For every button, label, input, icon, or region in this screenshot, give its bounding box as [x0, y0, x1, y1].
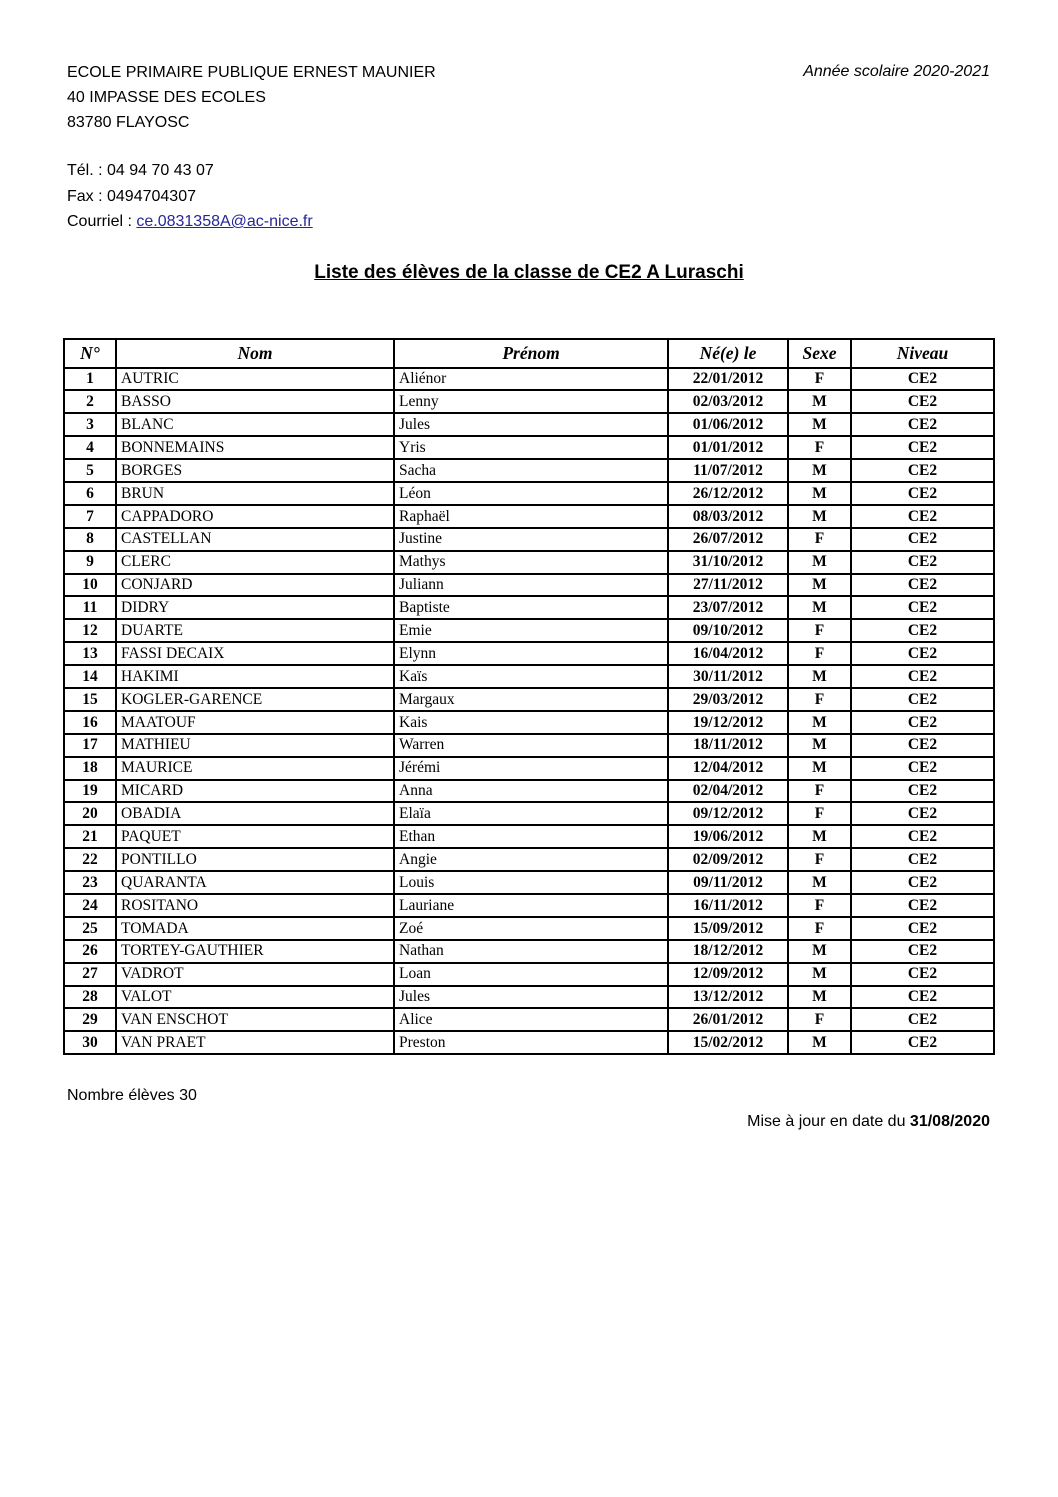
cell-niveau: CE2: [851, 940, 994, 963]
cell-num: 23: [64, 871, 116, 894]
cell-niveau: CE2: [851, 802, 994, 825]
table-row: [64, 688, 994, 711]
cell-prenom: Jérémi: [394, 757, 668, 780]
cell-niveau: CE2: [851, 505, 994, 528]
cell-nom: VAN ENSCHOT: [116, 1008, 394, 1031]
cell-prenom: Loan: [394, 963, 668, 986]
table-row: [64, 459, 994, 482]
fax-line: Fax : 0494704307: [67, 187, 196, 205]
table-row: [64, 436, 994, 459]
cell-ne-le: 02/04/2012: [668, 780, 788, 803]
cell-sexe: M: [788, 940, 851, 963]
cell-niveau: CE2: [851, 917, 994, 940]
cell-prenom: Kaïs: [394, 665, 668, 688]
cell-nom: CLERC: [116, 551, 394, 574]
cell-num: 20: [64, 802, 116, 825]
table-row: [64, 894, 994, 917]
cell-ne-le: 16/11/2012: [668, 894, 788, 917]
cell-prenom: Zoé: [394, 917, 668, 940]
cell-ne-le: 26/12/2012: [668, 482, 788, 505]
cell-niveau: CE2: [851, 825, 994, 848]
school-city: 83780 FLAYOSC: [67, 114, 190, 131]
cell-niveau: CE2: [851, 551, 994, 574]
cell-niveau: CE2: [851, 642, 994, 665]
cell-niveau: CE2: [851, 459, 994, 482]
cell-nom: MATHIEU: [116, 734, 394, 757]
cell-num: 16: [64, 711, 116, 734]
cell-nom: MICARD: [116, 780, 394, 803]
cell-ne-le: 01/06/2012: [668, 413, 788, 436]
cell-sexe: M: [788, 757, 851, 780]
cell-prenom: Louis: [394, 871, 668, 894]
cell-num: 22: [64, 848, 116, 871]
page-header: [0, 0, 1058, 135]
cell-num: 5: [64, 459, 116, 482]
cell-sexe: F: [788, 368, 851, 391]
cell-niveau: CE2: [851, 1008, 994, 1031]
cell-sexe: M: [788, 574, 851, 597]
cell-nom: HAKIMI: [116, 665, 394, 688]
cell-prenom: Nathan: [394, 940, 668, 963]
cell-nom: ROSITANO: [116, 894, 394, 917]
cell-num: 2: [64, 390, 116, 413]
table-row: [64, 413, 994, 436]
table-row: [64, 528, 994, 551]
cell-nom: VAN PRAET: [116, 1031, 394, 1054]
cell-ne-le: 30/11/2012: [668, 665, 788, 688]
cell-nom: OBADIA: [116, 802, 394, 825]
school-name: ECOLE PRIMAIRE PUBLIQUE ERNEST MAUNIER: [67, 64, 436, 81]
cell-num: 17: [64, 734, 116, 757]
col-header-prenom: Prénom: [394, 339, 668, 368]
cell-prenom: Anna: [394, 780, 668, 803]
cell-nom: DIDRY: [116, 596, 394, 619]
cell-num: 29: [64, 1008, 116, 1031]
table-row: [64, 1031, 994, 1054]
cell-prenom: Baptiste: [394, 596, 668, 619]
cell-prenom: Ethan: [394, 825, 668, 848]
cell-niveau: CE2: [851, 963, 994, 986]
cell-niveau: CE2: [851, 688, 994, 711]
students-table: [63, 338, 995, 1056]
cell-num: 10: [64, 574, 116, 597]
cell-prenom: Alice: [394, 1008, 668, 1031]
cell-ne-le: 09/12/2012: [668, 802, 788, 825]
page-title: Liste des élèves de la classe de CE2 A Luraschi: [314, 261, 744, 283]
cell-num: 9: [64, 551, 116, 574]
table-row: [64, 940, 994, 963]
cell-niveau: CE2: [851, 596, 994, 619]
cell-num: 7: [64, 505, 116, 528]
col-header-sexe: Sexe: [788, 339, 851, 368]
cell-sexe: F: [788, 619, 851, 642]
updated-prefix: Mise à jour en date du: [747, 1113, 910, 1131]
cell-sexe: F: [788, 802, 851, 825]
cell-num: 19: [64, 780, 116, 803]
cell-ne-le: 15/09/2012: [668, 917, 788, 940]
cell-sexe: F: [788, 436, 851, 459]
cell-num: 27: [64, 963, 116, 986]
cell-sexe: M: [788, 390, 851, 413]
table-row: [64, 780, 994, 803]
school-address: 40 IMPASSE DES ECOLES: [67, 89, 266, 106]
cell-ne-le: 01/01/2012: [668, 436, 788, 459]
cell-num: 4: [64, 436, 116, 459]
cell-num: 6: [64, 482, 116, 505]
cell-prenom: Aliénor: [394, 368, 668, 391]
cell-prenom: Angie: [394, 848, 668, 871]
table-row: [64, 505, 994, 528]
col-header-num: N°: [64, 339, 116, 368]
cell-prenom: Elynn: [394, 642, 668, 665]
email-line: [67, 209, 1058, 235]
table-row: [64, 825, 994, 848]
cell-num: 30: [64, 1031, 116, 1054]
cell-nom: BORGES: [116, 459, 394, 482]
cell-prenom: Kais: [394, 711, 668, 734]
cell-niveau: CE2: [851, 665, 994, 688]
cell-ne-le: 29/03/2012: [668, 688, 788, 711]
students-count-line: [67, 1087, 1058, 1105]
phone-line: Tél. : 04 94 70 43 07: [67, 162, 214, 179]
table-row: [64, 574, 994, 597]
cell-prenom: Sacha: [394, 459, 668, 482]
cell-niveau: CE2: [851, 1031, 994, 1054]
cell-num: 11: [64, 596, 116, 619]
cell-sexe: M: [788, 413, 851, 436]
cell-ne-le: 18/12/2012: [668, 940, 788, 963]
cell-sexe: M: [788, 871, 851, 894]
cell-num: 14: [64, 665, 116, 688]
cell-prenom: Justine: [394, 528, 668, 551]
cell-niveau: CE2: [851, 780, 994, 803]
table-row: [64, 665, 994, 688]
cell-niveau: CE2: [851, 574, 994, 597]
table-row: [64, 917, 994, 940]
cell-nom: PAQUET: [116, 825, 394, 848]
cell-nom: FASSI DECAIX: [116, 642, 394, 665]
student-table-body: [64, 368, 994, 1055]
cell-prenom: Preston: [394, 1031, 668, 1054]
cell-prenom: Jules: [394, 986, 668, 1009]
table-row: [64, 802, 994, 825]
col-header-nom: Nom: [116, 339, 394, 368]
cell-nom: CAPPADORO: [116, 505, 394, 528]
table-row: [64, 711, 994, 734]
cell-sexe: M: [788, 963, 851, 986]
cell-prenom: Mathys: [394, 551, 668, 574]
cell-num: 24: [64, 894, 116, 917]
table-row: [64, 757, 994, 780]
email-link[interactable]: ce.0831358A@ac-nice.fr: [136, 213, 313, 230]
table-row: [64, 596, 994, 619]
students-count-value: 30: [179, 1087, 197, 1105]
table-row: [64, 734, 994, 757]
cell-sexe: M: [788, 505, 851, 528]
cell-num: 1: [64, 368, 116, 391]
table-header-row: [64, 339, 994, 368]
cell-niveau: CE2: [851, 848, 994, 871]
cell-num: 13: [64, 642, 116, 665]
cell-niveau: CE2: [851, 894, 994, 917]
cell-ne-le: 13/12/2012: [668, 986, 788, 1009]
table-row: [64, 368, 994, 391]
cell-nom: TOMADA: [116, 917, 394, 940]
cell-niveau: CE2: [851, 871, 994, 894]
cell-ne-le: 08/03/2012: [668, 505, 788, 528]
cell-ne-le: 12/09/2012: [668, 963, 788, 986]
cell-prenom: Raphaël: [394, 505, 668, 528]
cell-nom: BASSO: [116, 390, 394, 413]
cell-nom: TORTEY-GAUTHIER: [116, 940, 394, 963]
cell-num: 12: [64, 619, 116, 642]
cell-ne-le: 19/06/2012: [668, 825, 788, 848]
table-row: [64, 871, 994, 894]
cell-niveau: CE2: [851, 734, 994, 757]
cell-prenom: Juliann: [394, 574, 668, 597]
cell-nom: CONJARD: [116, 574, 394, 597]
cell-ne-le: 27/11/2012: [668, 574, 788, 597]
cell-num: 18: [64, 757, 116, 780]
cell-ne-le: 22/01/2012: [668, 368, 788, 391]
table-row: [64, 1008, 994, 1031]
cell-nom: VALOT: [116, 986, 394, 1009]
cell-sexe: F: [788, 917, 851, 940]
cell-nom: BLANC: [116, 413, 394, 436]
cell-num: 8: [64, 528, 116, 551]
cell-nom: CASTELLAN: [116, 528, 394, 551]
cell-prenom: Warren: [394, 734, 668, 757]
table-row: [64, 551, 994, 574]
cell-ne-le: 02/03/2012: [668, 390, 788, 413]
cell-ne-le: 09/11/2012: [668, 871, 788, 894]
cell-ne-le: 12/04/2012: [668, 757, 788, 780]
cell-ne-le: 26/07/2012: [668, 528, 788, 551]
cell-sexe: F: [788, 1008, 851, 1031]
cell-sexe: M: [788, 1031, 851, 1054]
cell-niveau: CE2: [851, 757, 994, 780]
cell-ne-le: 02/09/2012: [668, 848, 788, 871]
cell-sexe: F: [788, 848, 851, 871]
cell-sexe: M: [788, 986, 851, 1009]
cell-nom: MAATOUF: [116, 711, 394, 734]
cell-num: 26: [64, 940, 116, 963]
cell-sexe: F: [788, 894, 851, 917]
cell-sexe: F: [788, 688, 851, 711]
cell-sexe: M: [788, 711, 851, 734]
cell-sexe: M: [788, 665, 851, 688]
cell-prenom: Lenny: [394, 390, 668, 413]
table-row: [64, 963, 994, 986]
school-address-block: [67, 60, 436, 135]
students-count-label: Nombre élèves: [67, 1087, 175, 1105]
cell-nom: MAURICE: [116, 757, 394, 780]
cell-niveau: CE2: [851, 390, 994, 413]
cell-prenom: Elaïa: [394, 802, 668, 825]
cell-prenom: Jules: [394, 413, 668, 436]
cell-niveau: CE2: [851, 413, 994, 436]
cell-sexe: F: [788, 642, 851, 665]
cell-sexe: F: [788, 780, 851, 803]
cell-sexe: M: [788, 596, 851, 619]
cell-num: 21: [64, 825, 116, 848]
table-row: [64, 482, 994, 505]
cell-num: 28: [64, 986, 116, 1009]
contact-block: [67, 158, 1058, 235]
cell-niveau: CE2: [851, 528, 994, 551]
cell-ne-le: 26/01/2012: [668, 1008, 788, 1031]
cell-nom: KOGLER-GARENCE: [116, 688, 394, 711]
cell-sexe: M: [788, 825, 851, 848]
cell-prenom: Emie: [394, 619, 668, 642]
cell-prenom: Lauriane: [394, 894, 668, 917]
table-row: [64, 642, 994, 665]
cell-nom: BONNEMAINS: [116, 436, 394, 459]
cell-prenom: Léon: [394, 482, 668, 505]
school-year-label: Année scolaire 2020-2021: [803, 63, 990, 80]
cell-niveau: CE2: [851, 711, 994, 734]
cell-sexe: M: [788, 734, 851, 757]
cell-niveau: CE2: [851, 368, 994, 391]
cell-nom: AUTRIC: [116, 368, 394, 391]
updated-date: 31/08/2020: [909, 1113, 990, 1131]
table-row: [64, 390, 994, 413]
table-row: [64, 848, 994, 871]
cell-ne-le: 11/07/2012: [668, 459, 788, 482]
col-header-niveau: Niveau: [851, 339, 994, 368]
cell-ne-le: 23/07/2012: [668, 596, 788, 619]
table-row: [64, 619, 994, 642]
cell-niveau: CE2: [851, 619, 994, 642]
cell-num: 3: [64, 413, 116, 436]
cell-ne-le: 31/10/2012: [668, 551, 788, 574]
email-label: Courriel :: [67, 213, 137, 230]
cell-nom: DUARTE: [116, 619, 394, 642]
cell-prenom: Margaux: [394, 688, 668, 711]
cell-ne-le: 15/02/2012: [668, 1031, 788, 1054]
cell-num: 25: [64, 917, 116, 940]
cell-sexe: M: [788, 551, 851, 574]
cell-ne-le: 09/10/2012: [668, 619, 788, 642]
cell-sexe: M: [788, 482, 851, 505]
cell-nom: QUARANTA: [116, 871, 394, 894]
col-header-ne-le: Né(e) le: [668, 339, 788, 368]
cell-prenom: Yris: [394, 436, 668, 459]
cell-ne-le: 18/11/2012: [668, 734, 788, 757]
updated-line: [0, 1113, 990, 1131]
cell-nom: PONTILLO: [116, 848, 394, 871]
cell-sexe: F: [788, 528, 851, 551]
cell-niveau: CE2: [851, 986, 994, 1009]
cell-nom: VADROT: [116, 963, 394, 986]
cell-ne-le: 16/04/2012: [668, 642, 788, 665]
table-row: [64, 986, 994, 1009]
cell-niveau: CE2: [851, 436, 994, 459]
cell-nom: BRUN: [116, 482, 394, 505]
cell-ne-le: 19/12/2012: [668, 711, 788, 734]
cell-sexe: M: [788, 459, 851, 482]
cell-num: 15: [64, 688, 116, 711]
cell-niveau: CE2: [851, 482, 994, 505]
